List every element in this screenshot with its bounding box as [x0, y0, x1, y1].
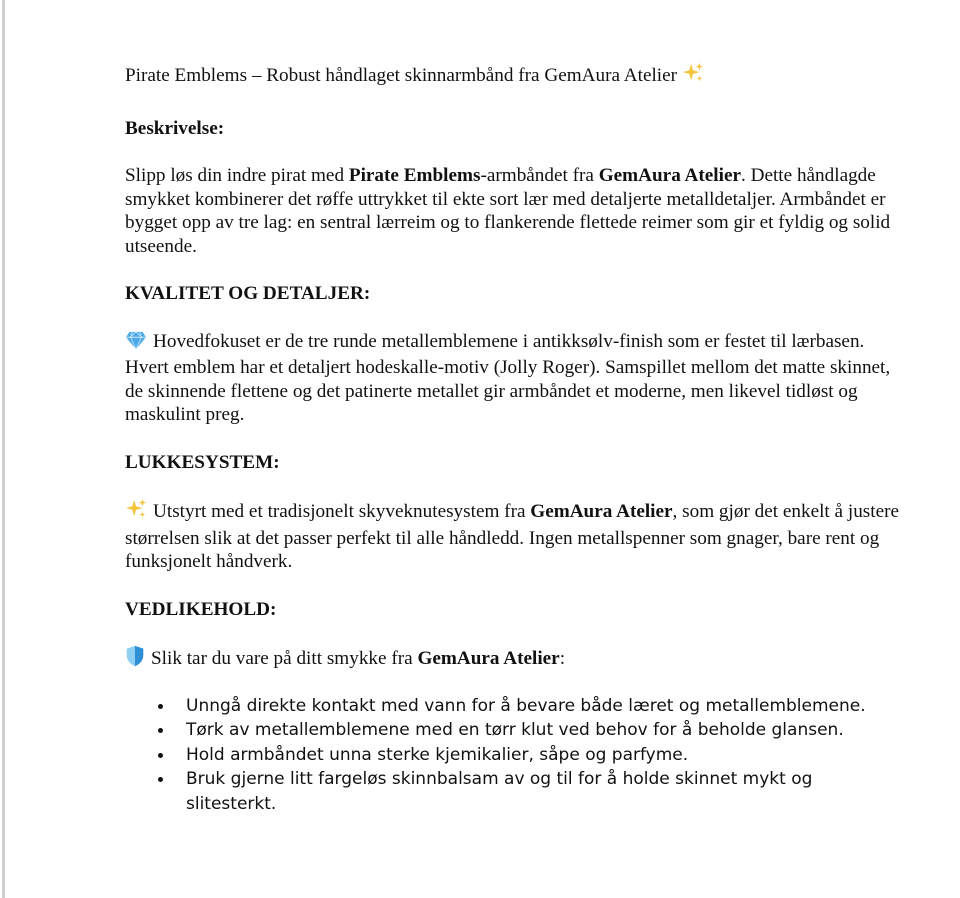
- brand-name: GemAura Atelier: [598, 165, 741, 186]
- gem-icon: [125, 330, 147, 357]
- quality-paragraph: Hovedfokuset er de tre runde metallemblemene i antikksølv-finish som er festet til lærbasen. Hvert emblem har et detaljert hodeskalle-motiv (Jolly Roger). Samspillet mellom det matte skinnet, de skinnende flettene og det patinerte metallet gir armbåndet et moderne, men likevel tidløst og maskulint preg.: [125, 330, 891, 425]
- shield-icon: [125, 645, 145, 674]
- title-text: Pirate Emblems – Robust håndlaget skinnarmbånd fra GemAura Atelier: [125, 65, 678, 86]
- sparkles-icon: [125, 498, 147, 527]
- list-item: Hold armbåndet unna sterke kjemikalier, såpe og parfyme.: [186, 743, 905, 768]
- list-item: Bruk gjerne litt fargeløs skinnbalsam av og til for å holde skinnet mykt og slitesterkt.: [186, 767, 905, 816]
- quality-heading: KVALITET OG DETALJER:: [125, 283, 371, 304]
- sparkles-icon: [682, 62, 704, 91]
- closure-heading: LUKKESYSTEM:: [125, 451, 280, 473]
- document-page: [125, 62, 905, 816]
- brand-name: GemAura Atelier: [417, 648, 560, 669]
- care-intro: Slik tar du vare på ditt smykke fra GemAura Atelier:: [125, 645, 905, 674]
- description-heading: Beskrivelse:: [125, 117, 225, 139]
- list-item: Unngå direkte kontakt med vann for å bevare både læret og metallemblemene.: [186, 694, 905, 719]
- page-left-border: [2, 0, 5, 898]
- brand-name: GemAura Atelier: [530, 501, 673, 522]
- description-paragraph: Slipp løs din indre pirat med Pirate Emblems-armbåndet fra GemAura Atelier. Dette håndlagde smykket kombinerer det røffe uttrykket til ekte sort lær med detaljerte metalldetaljer. Armbåndet er bygget opp av tre lag: en sentral lærreim og to flankerende flettede reimer som gir et fyldig og solid utseende.: [125, 165, 891, 257]
- list-item: Tørk av metallemblemene med en tørr klut ved behov for å beholde glansen.: [186, 718, 905, 743]
- care-heading: VEDLIKEHOLD:: [125, 598, 277, 620]
- product-name: Pirate Emblems: [348, 165, 481, 186]
- closure-paragraph: Utstyrt med et tradisjonelt skyveknutesystem fra GemAura Atelier, som gjør det enkelt å justere størrelsen slik at det passer perfekt til alle håndledd. Ingen metallspenner som gnager, bare rent og funksjonelt håndverk.: [125, 498, 905, 574]
- document-title: [125, 62, 905, 91]
- care-list: [125, 694, 905, 817]
